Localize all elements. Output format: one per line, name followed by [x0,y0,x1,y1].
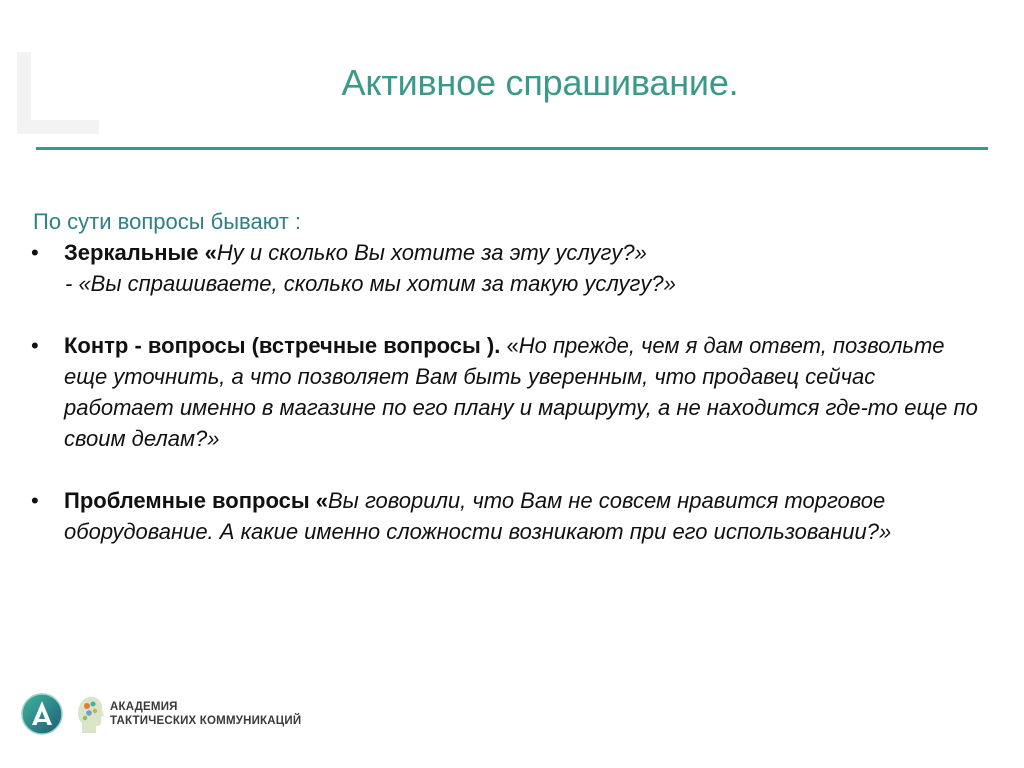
head-profile-icon [76,693,104,735]
list-item-problem [33,485,983,547]
academy-name [110,700,301,728]
slide-title: Активное спрашивание. [341,62,739,103]
title-divider [36,147,988,150]
item-example: Вы говорили, что Вам не совсем нравится торговое оборудование. А какие именно сложности возникают при его использовании?» [64,488,892,544]
slide-content [33,206,983,547]
item-term: Проблемные вопросы « [64,488,328,513]
item-example: Но прежде, чем я дам ответ, позвольте еще уточнить, а что позволяет Вам быть уверенным, что продавец сейчас работает именно в магазине по его плану и маршруту, а не находится где-то еще по своим делам?» [64,333,978,451]
list-item-counter [33,330,983,454]
footer-branding [20,692,301,736]
bullet: • [31,240,39,265]
academy-logo-icon [20,692,64,736]
bullet: • [31,333,39,358]
item-example: Ну и сколько Вы хотите за эту услугу?» [216,240,647,265]
academy-name-line2: ТАКТИЧЕСКИХ КОММУНИКАЦИЙ [110,715,302,727]
intro-text: По сути вопросы бывают : [33,209,302,234]
bullet: • [31,488,39,513]
item-term: Контр - вопросы (встречные вопросы ). [64,333,501,358]
item-term: Зеркальные « [64,240,217,265]
item-quote-open: « [500,333,519,358]
item-sub-example: - «Вы спрашиваете, сколько мы хотим за такую услугу?» [65,271,676,296]
list-item-mirror [33,237,983,268]
academy-name-line1: АКАДЕМИЯ [110,701,178,713]
